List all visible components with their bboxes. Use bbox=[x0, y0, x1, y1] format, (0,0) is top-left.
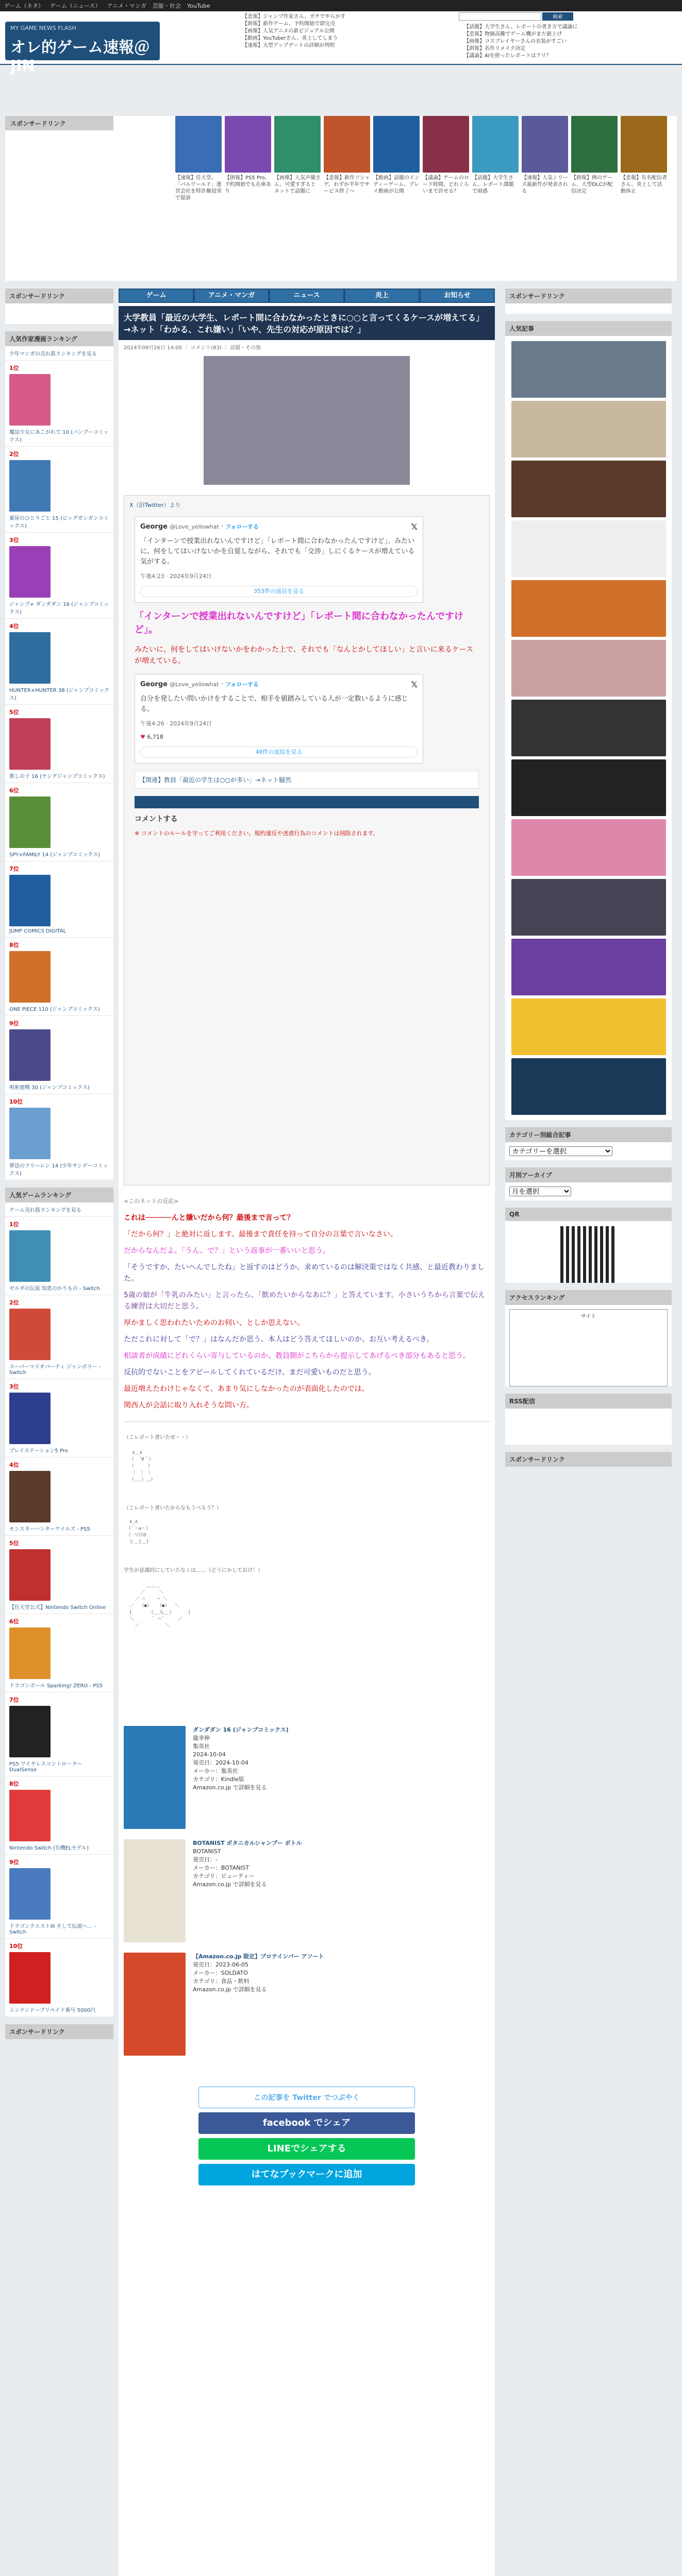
thumb-image[interactable] bbox=[472, 116, 519, 173]
sponsor-thumb[interactable] bbox=[274, 116, 321, 270]
header-news-item[interactable]: 【話題】大学生さん、レポートの書き方で議論に bbox=[464, 24, 578, 30]
popular-article-image[interactable] bbox=[511, 401, 666, 457]
rank-number: 9位 bbox=[9, 1859, 19, 1866]
product-image[interactable] bbox=[124, 1726, 186, 1829]
category-select[interactable] bbox=[509, 1146, 612, 1156]
ranking-item[interactable] bbox=[5, 1536, 113, 1614]
header-news-item[interactable]: 【画像】コスプレイヤーさんの衣装がすごい bbox=[464, 39, 567, 44]
ranking-image[interactable] bbox=[9, 546, 51, 598]
aa-caption-1: （こレポート書いたぜ・・） bbox=[124, 1435, 191, 1440]
reaction-6: 厚かましく思われたいためのお伺い、としか思えない。 bbox=[124, 1319, 304, 1327]
rank-number: 7位 bbox=[9, 1697, 19, 1703]
top-link-game-news[interactable]: ゲーム（ニュース） bbox=[50, 3, 101, 9]
product-info: 発売日：2023-06-05 メーカー：SOLDATO カテゴリ：食品・飲料 Amazon.co.jp で詳細を見る bbox=[193, 1961, 267, 1993]
rank-number: 8位 bbox=[9, 1781, 19, 1787]
popular-article-image[interactable] bbox=[511, 700, 666, 756]
sponsor-thumb[interactable] bbox=[324, 116, 370, 270]
popular-article-image[interactable] bbox=[511, 341, 666, 398]
site-header bbox=[0, 11, 682, 75]
left-sponsor-title: スポンサードリンク bbox=[5, 289, 113, 303]
product-image[interactable] bbox=[124, 1953, 186, 2056]
popular-article-image[interactable] bbox=[511, 580, 666, 637]
ranking-item[interactable] bbox=[5, 705, 113, 783]
ranking-title[interactable]: ドラゴンボール Sparking! ZERO - PS5 bbox=[9, 1683, 103, 1689]
thumb-image[interactable] bbox=[522, 116, 568, 173]
header-news-item[interactable]: 【議論】AIを使ったレポートはアリ？ bbox=[464, 53, 552, 59]
ranking-title[interactable]: モンスターハンターワイルズ - PS5 bbox=[9, 1527, 90, 1532]
ranking-item[interactable] bbox=[5, 1614, 113, 1692]
reaction-7: ただこれに対して「で？」はなんだか思う。本人はどう答えてほしいのか、お互い考えるべき。 bbox=[124, 1335, 434, 1344]
rank-number: 6位 bbox=[9, 787, 19, 794]
tweet-date: 午後4:23 · 2024年9月24日 bbox=[140, 573, 212, 580]
product-card-2[interactable] bbox=[124, 1839, 490, 1942]
ranking-title[interactable]: プレイステーション5 Pro bbox=[9, 1448, 68, 1454]
popular-article-image[interactable] bbox=[511, 939, 666, 995]
ranking-image[interactable] bbox=[9, 1952, 51, 2004]
rank-number: 8位 bbox=[9, 942, 19, 948]
ranking-title[interactable]: ドラゴンクエストIII そして伝説へ… - Switch bbox=[9, 1924, 96, 1935]
article-meta: 2024年09月26日 14:00 ｜ コメント(83) ｜ 話題・その他 bbox=[124, 345, 261, 351]
tweet-card-2[interactable]: George @Love_yellowhat · フォローする 𝕏 自分を発したい問いかけをすることで、相手を値踏みしている人が一定数いるように感じる。 午後4:26 · 2024年9月24日 ♥ 6,718 49件の返信を見る bbox=[135, 674, 423, 764]
thumb-caption[interactable]: 【朗報】PS5 Pro、予約開始でも在庫あり bbox=[225, 175, 271, 194]
ranking-image[interactable] bbox=[9, 632, 51, 684]
ranking-title[interactable]: SPY×FAMILY 14 (ジャンプコミックス) bbox=[9, 852, 101, 858]
rank-number: 10位 bbox=[9, 1943, 23, 1950]
nav-tab-news[interactable]: ニュース bbox=[270, 290, 343, 302]
sponsor-thumb[interactable] bbox=[522, 116, 568, 270]
highlight-quote: 「インターンで授業出れないんですけど」「レポート間に合わなかったんですけど」。 bbox=[135, 611, 463, 635]
ranking-item[interactable] bbox=[5, 1094, 113, 1180]
article-main-image bbox=[204, 356, 410, 485]
reaction-9: 反抗的でないことをアピールしてくれているだけ、まだ可愛いものだと思う。 bbox=[124, 1368, 376, 1377]
product-card-1[interactable] bbox=[124, 1726, 490, 1829]
tweet-date: 午後4:26 · 2024年9月24日 bbox=[140, 720, 212, 727]
ranking-image[interactable] bbox=[9, 374, 51, 426]
sponsor-thumb[interactable] bbox=[472, 116, 519, 270]
thumb-image[interactable] bbox=[621, 116, 667, 173]
main-article bbox=[119, 289, 495, 2576]
ranking-item[interactable] bbox=[5, 783, 113, 861]
thumb-image[interactable] bbox=[274, 116, 321, 173]
tweet-handle: @Love_yellowhat bbox=[170, 681, 219, 688]
rank-number: 1位 bbox=[9, 1221, 19, 1228]
rank-number: 4位 bbox=[9, 1462, 19, 1468]
product-card-3[interactable] bbox=[124, 1953, 490, 2056]
tweet-replies-link[interactable]: 353件の返信を見る bbox=[140, 586, 418, 597]
ascii-art-3: ＿＿＿ ／ ＼ ／ ─ ─ ＼ ／ （●） （●） ＼ | （__人__） | ＼ ｀ ⌒´ ／ ／ ＼ bbox=[129, 1583, 191, 1629]
ranking-title[interactable]: 【任天堂公式】Nintendo Switch Online bbox=[9, 1605, 106, 1611]
ranking-item[interactable] bbox=[5, 619, 113, 705]
ranking-title[interactable]: ニンテンドープリペイド番号 5000円 bbox=[9, 2008, 96, 2013]
reaction-1: これは──────んと嫌いだから何？最後まで言って？ bbox=[124, 1214, 294, 1222]
reaction-5: 5歳の娘が「牛乳のみたい」と言ったら、「飲めたいからなあに？」と答えています。小さいうちから言葉で伝える練習は大切だと思う。 bbox=[124, 1291, 485, 1311]
archive-select[interactable] bbox=[509, 1187, 571, 1196]
header-news-item[interactable]: 【悲報】物価高騰でゲーム機がまた値上げ bbox=[464, 31, 562, 37]
rank-number: 9位 bbox=[9, 1020, 19, 1027]
right-sidebar bbox=[505, 289, 672, 1474]
ranking-image[interactable] bbox=[9, 1029, 51, 1081]
related-article[interactable]: 【関連】教員「最近の学生は○○が多い」→ネット騒然 bbox=[135, 771, 479, 789]
product-title[interactable]: BOTANIST ボタニカルシャンプー ボトル bbox=[193, 1840, 302, 1846]
reaction-2: 「だから何？」と絶対に返します。最後まで責任を持って自分の言葉で言いなさい。 bbox=[124, 1230, 397, 1239]
top-link-anime[interactable]: アニメ・マンガ bbox=[107, 3, 146, 9]
ranking-image[interactable] bbox=[9, 1309, 51, 1360]
thumb-image[interactable] bbox=[423, 116, 469, 173]
ranking-item[interactable] bbox=[5, 1458, 113, 1536]
product-image[interactable] bbox=[124, 1839, 186, 1942]
ranking-title[interactable]: PS5 ワイヤレスコントローラー DualSense bbox=[9, 1761, 82, 1773]
reaction-8: 相談者が成績にどれくらい寄与しているのか、教員側がこちらから提示してあげるべき部分もあると思う。 bbox=[124, 1352, 470, 1360]
share-hatena-button[interactable]: はてなブックマークに追加 bbox=[198, 2164, 415, 2185]
qr-title: QR bbox=[505, 1208, 672, 1221]
qr-code-icon bbox=[560, 1226, 617, 1283]
ascii-art-1: ∧＿∧ （ ´∀｀） （ ） ｜ ｜ ｜ （_＿）＿） bbox=[129, 1450, 156, 1482]
reaction-10: 最近増えたわけじゃなくて、あまり気にしなかったのが表面化したのでは。 bbox=[124, 1385, 369, 1393]
product-title[interactable]: 【Amazon.co.jp 限定】プロテインバー アソート bbox=[193, 1953, 324, 1960]
ranking-title[interactable]: 呪術廻戦 30 (ジャンプコミックス) bbox=[9, 1085, 90, 1091]
comment-note: ※ コメントのルールを守ってご利用ください。規約違反や迷惑行為のコメントは削除されます。 bbox=[135, 830, 379, 837]
thumb-caption[interactable]: 【悲報】新作ソシャゲ、わずか半年でサービス終了へ bbox=[324, 175, 370, 194]
popular-article-image[interactable] bbox=[511, 819, 666, 876]
tweet-likes: 6,718 bbox=[147, 734, 163, 740]
ranking-item[interactable] bbox=[5, 1379, 113, 1458]
nav-tab-enjou[interactable]: 炎上 bbox=[345, 290, 419, 302]
rank-number: 6位 bbox=[9, 1618, 19, 1625]
ranking-title[interactable]: ジャンプ+ ダンダダン 16 (ジャンプコミックス) bbox=[9, 602, 109, 615]
ranking-title[interactable]: ONE PIECE 110 (ジャンプコミックス) bbox=[9, 1007, 100, 1012]
sponsor-thumb[interactable] bbox=[225, 116, 271, 270]
sponsor-thumb[interactable] bbox=[423, 116, 469, 270]
popular-article-image[interactable] bbox=[511, 520, 666, 577]
nav-tab-game[interactable]: ゲーム bbox=[120, 290, 193, 302]
header-news-item[interactable]: 【画像】人気アニメの新ビジュアル公開 bbox=[242, 28, 335, 34]
manga-ranking-link[interactable]: 少年マンガの売れ筋ランキングを見る bbox=[5, 346, 113, 361]
tweet-handle: @Love_yellowhat bbox=[170, 523, 219, 530]
ranking-item[interactable] bbox=[5, 361, 113, 447]
popular-article-image[interactable] bbox=[511, 1058, 666, 1115]
ranking-title[interactable]: ゼルダの伝説 知恵のかりもの - Switch bbox=[9, 1286, 100, 1292]
thumb-image[interactable] bbox=[324, 116, 370, 173]
game-ranking-link[interactable]: ゲーム売れ筋ランキングを見る bbox=[5, 1202, 113, 1217]
ranking-image[interactable] bbox=[9, 1549, 51, 1601]
sponsor-title: スポンサードリンク bbox=[5, 116, 113, 130]
thumb-caption[interactable]: 【朗報】例のゲーム、大型DLCが配信決定 bbox=[571, 175, 613, 194]
ranking-item[interactable] bbox=[5, 1855, 113, 1939]
reaction-4: 「そうですか、たいへんでしたね」と返すのはどうか。求めているのは解決策ではなく共感、と最近教わりました。 bbox=[124, 1263, 485, 1283]
category-nav bbox=[119, 289, 495, 303]
header-news-list-2 bbox=[464, 24, 675, 60]
rss-title: RSS配信 bbox=[505, 1394, 672, 1409]
top-link-geinou[interactable]: 芸能・社会 bbox=[152, 3, 181, 9]
manga-ranking bbox=[5, 331, 113, 1180]
ranking-image[interactable] bbox=[9, 875, 51, 926]
ranking-image[interactable] bbox=[9, 1790, 51, 1841]
ranking-image[interactable] bbox=[9, 460, 51, 512]
left-sidebar bbox=[5, 289, 113, 2046]
popular-article-image[interactable] bbox=[511, 461, 666, 517]
sponsor-thumb[interactable] bbox=[175, 116, 222, 270]
ranking-item[interactable] bbox=[5, 1295, 113, 1379]
x-logo-icon: 𝕏 bbox=[411, 680, 418, 689]
thumb-caption[interactable]: 【悲報】有名配信者さん、炎上して活動休止 bbox=[621, 175, 667, 194]
comment-heading: コメントする bbox=[135, 815, 178, 823]
ranking-title[interactable]: 葬送のフリーレン 14 (少年サンデーコミックス) bbox=[9, 1163, 108, 1177]
right-sponsor-title: スポンサードリンク bbox=[505, 289, 672, 303]
nav-tab-anime[interactable]: アニメ・マンガ bbox=[195, 290, 268, 302]
logo-title: オレ的ゲーム速報＠JIN bbox=[10, 39, 149, 75]
follow-button[interactable]: フォローする bbox=[225, 681, 259, 688]
header-news-list bbox=[242, 13, 459, 49]
thumb-caption[interactable]: 【画像】人気声優さん、可愛すぎるとネットで話題に bbox=[274, 175, 321, 194]
ranking-item[interactable] bbox=[5, 861, 113, 938]
ranking-item[interactable] bbox=[5, 1217, 113, 1295]
search-button[interactable]: 検索 bbox=[542, 12, 573, 21]
thumb-image[interactable] bbox=[225, 116, 271, 173]
share-facebook-button[interactable]: facebook でシェア bbox=[198, 2112, 415, 2134]
share-line-button[interactable]: LINEでシェアする bbox=[198, 2138, 415, 2160]
tweet-card-1[interactable]: George @Love_yellowhat · フォローする 𝕏 「インターンで授業出れないんですけど」「レポート間に合わなかったんですけど」、みたいに、何をしてはいけないかを自覚しながら、それでも「交渉」しにくるケースが増えている気がする。 午後4:23 · 2024年9月24日 353件の返信を見る bbox=[135, 516, 423, 603]
header-news-item[interactable]: 【朗報】新作ゲーム、予約開始で即完売 bbox=[242, 21, 336, 27]
rank-number: 10位 bbox=[9, 1098, 23, 1105]
ranking-image[interactable] bbox=[9, 1706, 51, 1757]
game-ranking-title: 人気ゲームランキング bbox=[5, 1188, 113, 1202]
x-logo-icon: 𝕏 bbox=[411, 522, 418, 532]
game-ranking bbox=[5, 1188, 113, 2017]
popular-article-image[interactable] bbox=[511, 759, 666, 816]
ranking-image[interactable] bbox=[9, 1230, 51, 1282]
tweet-replies-link[interactable]: 49件の返信を見る bbox=[140, 747, 418, 758]
share-twitter-button[interactable]: この記事を Twitter でつぶやく bbox=[198, 2087, 415, 2108]
category-title: カテゴリー別総合記事 bbox=[505, 1127, 672, 1142]
popular-title: 人気記事 bbox=[505, 321, 672, 336]
right-sponsor-title-2: スポンサードリンク bbox=[505, 1452, 672, 1467]
thumb-image[interactable] bbox=[571, 116, 618, 173]
tweet-text: 「インターンで授業出れないんですけど」「レポート間に合わなかったんですけど」、みたいに、何をしてはいけないかを自覚しながら、それでも「交渉」しにくるケースが増えている気がする。 bbox=[140, 537, 415, 566]
thumb-caption[interactable]: 【速報】任天堂、「パルワールド」運営会社を特許権侵害で提訴 bbox=[175, 175, 222, 201]
article-title: 大学教員「最近の大学生、レポート間に合わなかったときに○○と言ってくるケースが増えてる」→ネット「わかる、これ嫌い」「いや、先生の対応が原因では？」 bbox=[119, 306, 495, 340]
ranking-image[interactable] bbox=[9, 718, 51, 770]
rank-number: 4位 bbox=[9, 623, 19, 630]
ranking-title[interactable]: HUNTER×HUNTER 38 (ジャンプコミックス) bbox=[9, 688, 109, 701]
ranking-image[interactable] bbox=[9, 1471, 51, 1522]
tweet-user: George bbox=[140, 681, 168, 688]
thumb-caption[interactable]: 【動画】話題のインディーゲーム、プレイ動画が公開 bbox=[373, 175, 420, 194]
aa-caption-2: （こレポート書いたからなもうべるう？） bbox=[124, 1505, 222, 1511]
thumb-caption[interactable]: 【議論】ゲームのロード時間、どれくらいまで許せる？ bbox=[423, 175, 469, 194]
sponsor-thumb[interactable] bbox=[373, 116, 420, 270]
ranking-title[interactable]: スーパーマリオパーティ ジャンボリー - Switch bbox=[9, 1364, 101, 1376]
rank-number: 3位 bbox=[9, 1383, 19, 1390]
ranking-item[interactable] bbox=[5, 447, 113, 533]
ranking-item[interactable] bbox=[5, 1939, 113, 2017]
rank-number: 5位 bbox=[9, 709, 19, 716]
logo-subtitle: MY GAME NEWS FLASH bbox=[10, 25, 76, 31]
ranking-image[interactable] bbox=[9, 1628, 51, 1679]
ranking-image[interactable] bbox=[9, 796, 51, 848]
follow-button[interactable]: フォローする bbox=[225, 523, 259, 530]
manga-ranking-title: 人気作家漫画ランキング bbox=[5, 331, 113, 346]
top-nav-bar bbox=[0, 0, 682, 11]
rank-number: 2位 bbox=[9, 1299, 19, 1306]
popular-articles bbox=[505, 321, 672, 1120]
tweet-source: X（旧Twitter）より bbox=[129, 502, 181, 509]
ranking-image[interactable] bbox=[9, 951, 51, 1003]
ranking-image[interactable] bbox=[9, 1393, 51, 1444]
sponsor-banner-area bbox=[5, 116, 677, 281]
sponsor-thumb-list bbox=[175, 116, 667, 270]
left-sponsor-title-2: スポンサードリンク bbox=[5, 2024, 113, 2039]
popular-article-image[interactable] bbox=[511, 640, 666, 697]
ranking-image[interactable] bbox=[9, 1868, 51, 1920]
ranking-item[interactable] bbox=[5, 1016, 113, 1094]
rank-number: 7位 bbox=[9, 866, 19, 872]
top-link-youtube[interactable]: YouTube bbox=[187, 2, 210, 9]
sponsor-thumb[interactable] bbox=[621, 116, 667, 270]
thumb-caption[interactable]: 【速報】人気シリーズ最新作が発表される bbox=[522, 175, 568, 194]
article-body bbox=[119, 1196, 495, 2185]
reaction-3: だからなんだよ。「うん、で？」という返事が一番いいと思う。 bbox=[124, 1247, 330, 1255]
heart-icon[interactable]: ♥ bbox=[140, 734, 145, 740]
thumb-image[interactable] bbox=[175, 116, 222, 173]
thumb-image[interactable] bbox=[373, 116, 420, 173]
top-link-game-neta[interactable]: ゲーム（ネタ） bbox=[4, 3, 44, 9]
header-news-item[interactable]: 【朗報】名作リメイク決定 bbox=[464, 46, 526, 52]
ranking-title[interactable]: 推しの子 16 (ヤングジャンプコミックス) bbox=[9, 774, 105, 779]
ranking-title[interactable]: Nintendo Switch (有機ELモデル) bbox=[9, 1845, 89, 1851]
ranking-title[interactable]: 魔法少女にあこがれて 10 (バンブーコミックス) bbox=[9, 430, 109, 443]
thumb-caption[interactable]: 【話題】大学生さん、レポート課題で困惑 bbox=[472, 175, 514, 194]
tweet-user: George bbox=[140, 523, 168, 531]
ranking-title[interactable]: 薬屋のひとりごと 15 (ビッグガンガンコミックス) bbox=[9, 516, 109, 529]
header-news-item[interactable]: 【悲報】ジャンプ作家さん、ガチでやらかす bbox=[242, 14, 346, 20]
aa-caption-3: 学生が意識的にしていたなくは……（どうにかしておけ！） bbox=[124, 1568, 263, 1573]
tweet-text: 自分を発したい問いかけをすることで、相手を値踏みしている人が一定数いるように感じる。 bbox=[140, 695, 408, 713]
rank-number: 1位 bbox=[9, 365, 19, 371]
access-ranking bbox=[509, 1309, 668, 1386]
rank-number: 5位 bbox=[9, 1540, 19, 1547]
ascii-art-2: ∧_∧ （´・ω・） （ つ旦O と＿)＿) bbox=[126, 1519, 151, 1545]
rank-number: 2位 bbox=[9, 451, 19, 457]
popular-article-image[interactable] bbox=[511, 879, 666, 936]
product-info: BOTANIST 発売日：- メーカー：BOTANIST カテゴリ：ビューティー Amazon.co.jp で詳細を見る bbox=[193, 1848, 267, 1888]
header-news-item[interactable]: 【動画】YouTuberさん、炎上してしまう bbox=[242, 36, 338, 41]
product-title[interactable]: ダンダダン 16 (ジャンプコミックス) bbox=[193, 1726, 289, 1733]
search-input[interactable] bbox=[459, 12, 541, 21]
ranking-item[interactable] bbox=[5, 1776, 113, 1855]
net-reaction-heading: <このネットの反応> bbox=[124, 1198, 179, 1205]
archive-title: 月別アーカイブ bbox=[505, 1167, 672, 1182]
highlight-red: みたいに、何をしてはいけないかをわかった上で、それでも「なんとかしてほしい」と言いに来るケースが増えている。 bbox=[135, 646, 474, 665]
reaction-11: 関西人が会話に取り入れそうな問い方。 bbox=[124, 1401, 254, 1410]
product-info: 龍幸伸 集英社 2024-10-04 発売日：2024-10-04 メーカー：集英社 カテゴリ：Kindle版 Amazon.co.jp で詳細を見る bbox=[193, 1735, 267, 1791]
access-ranking-sub: サイト bbox=[580, 1314, 596, 1319]
sponsor-thumb[interactable] bbox=[571, 116, 618, 270]
ranking-image[interactable] bbox=[9, 1108, 51, 1159]
ranking-item[interactable] bbox=[5, 533, 113, 619]
ranking-title[interactable]: JUMP COMICS DIGITAL bbox=[9, 928, 66, 934]
nav-tab-info[interactable]: お知らせ bbox=[421, 290, 494, 302]
access-title: アクセスランキング bbox=[505, 1290, 672, 1305]
popular-article-image[interactable] bbox=[511, 998, 666, 1055]
header-news-item[interactable]: 【速報】大型アップデートの詳細が判明 bbox=[242, 43, 335, 48]
site-logo[interactable] bbox=[5, 22, 160, 75]
ranking-item[interactable] bbox=[5, 1692, 113, 1776]
ranking-item[interactable] bbox=[5, 938, 113, 1016]
rank-number: 3位 bbox=[9, 537, 19, 544]
